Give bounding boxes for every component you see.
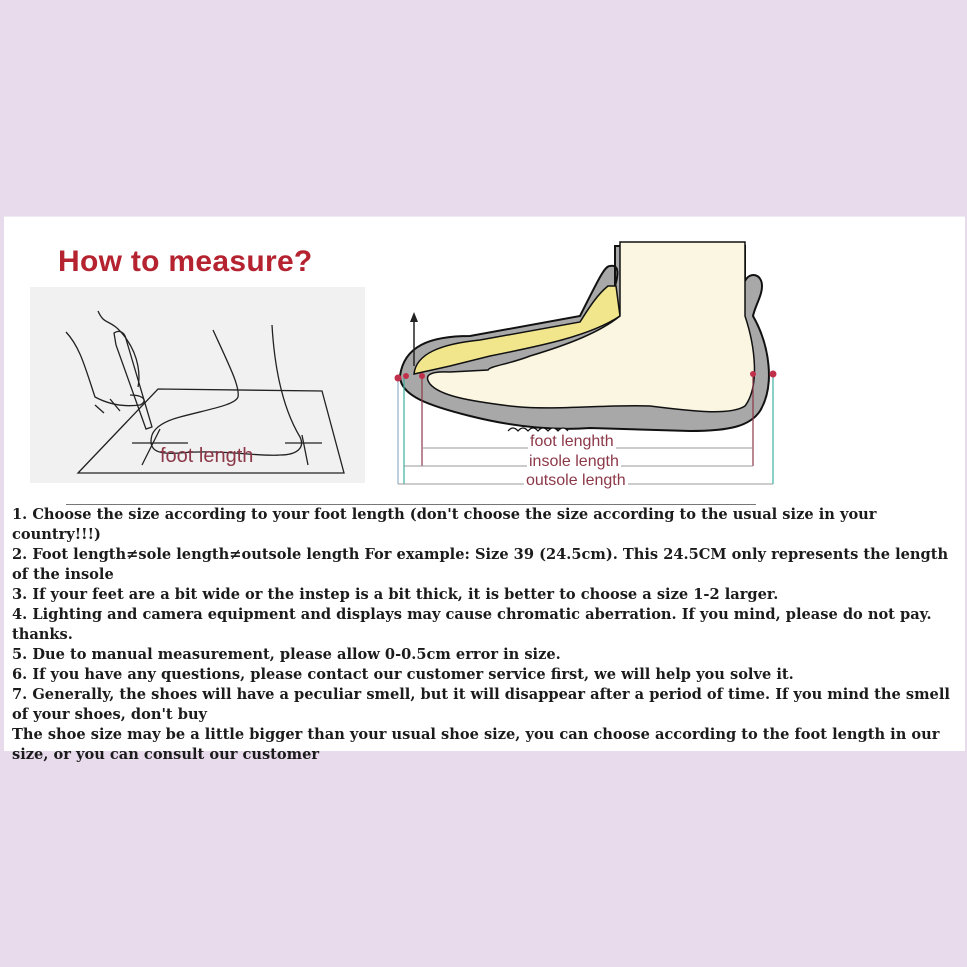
- note-item: 6. If you have any questions, please contact our customer service first, we will help you solve it.: [12, 666, 794, 683]
- note-item: 4. Lighting and camera equipment and displays may cause chromatic aberration. If you mind, please do not pay. thanks.: [12, 606, 932, 643]
- note-item: The shoe size may be a little bigger than your usual shoe size, you can choose according to the foot length in our size, or you can consult our customer: [12, 726, 940, 763]
- page-title: How to measure?: [58, 245, 313, 278]
- note-item: 2. Foot length≠sole length≠outsole length For example: Size 39 (24.5cm). This 24.5CM only represents the length of the insole: [12, 546, 949, 583]
- foot-length-label: foot lenghth: [530, 433, 614, 450]
- note-item: 3. If your feet are a bit wide or the instep is a bit thick, it is better to choose a size 1-2 larger.: [12, 586, 779, 603]
- insole-length-label: insole length: [529, 453, 619, 470]
- size-notes-list: [12, 505, 962, 765]
- note-item: 7. Generally, the shoes will have a peculiar smell, but it will disappear after a period of time. If you mind the smell of your shoes, don't buy: [12, 686, 950, 723]
- note-item: 1. Choose the size according to your foot length (don't choose the size according to the usual size in your country!!!): [12, 506, 877, 543]
- outsole-length-label: outsole length: [526, 472, 626, 489]
- note-item: 5. Due to manual measurement, please allow 0-0.5cm error in size.: [12, 646, 561, 663]
- sketch-foot-length-label: foot length: [160, 445, 254, 467]
